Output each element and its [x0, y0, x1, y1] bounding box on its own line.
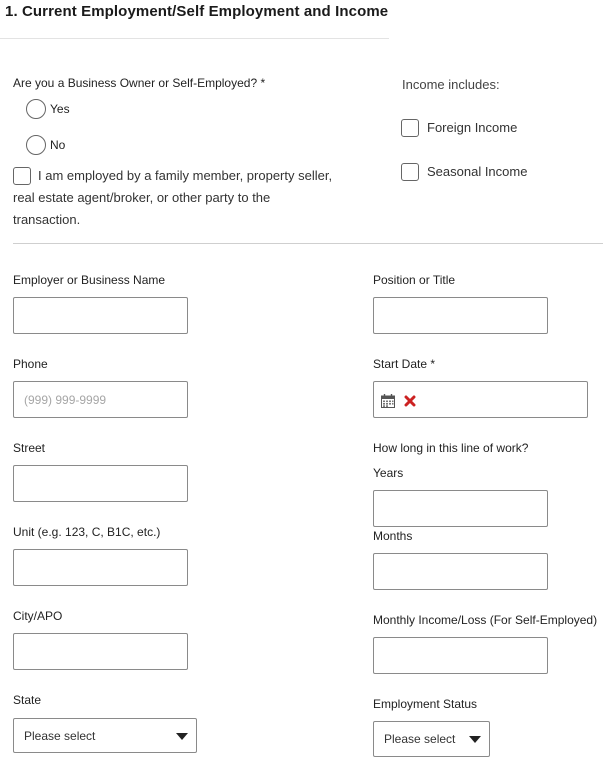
unit-label: Unit (e.g. 123, C, B1C, etc.): [13, 525, 161, 539]
start-date-label: Start Date *: [373, 357, 436, 371]
clear-x-icon[interactable]: [404, 395, 416, 407]
section-title: 1. Current Employment/Self Employment and Income: [5, 3, 389, 20]
employment-status-label: Employment Status: [373, 697, 478, 711]
employment-status-select[interactable]: [373, 721, 490, 757]
foreign-income-checkbox[interactable]: [401, 119, 419, 137]
income-includes-label: Income includes:: [402, 77, 500, 92]
monthly-income-label: Monthly Income/Loss (For Self-Employed): [373, 613, 598, 627]
phone-label: Phone: [13, 357, 48, 371]
street-input[interactable]: [13, 465, 188, 502]
start-date-input[interactable]: [373, 381, 588, 418]
state-label: State: [13, 693, 42, 707]
state-select-value: Please select: [24, 729, 96, 743]
position-title-input[interactable]: [373, 297, 548, 334]
seasonal-income-label: Seasonal Income: [427, 164, 528, 179]
street-label: Street: [13, 441, 46, 455]
line-of-work-label: How long in this line of work?: [373, 441, 529, 455]
months-label: Months: [373, 529, 413, 543]
unit-input[interactable]: [13, 549, 188, 586]
employment-status-select-value: Please select: [384, 732, 456, 746]
family-employment-label-line2: real estate agent/broker, or other party to the: [13, 190, 271, 205]
section-divider: [13, 243, 603, 244]
monthly-income-input[interactable]: [373, 637, 548, 674]
employer-name-input[interactable]: [13, 297, 188, 334]
years-input[interactable]: [373, 490, 548, 527]
radio-no-label: No: [50, 138, 66, 152]
seasonal-income-checkbox[interactable]: [401, 163, 419, 181]
state-select[interactable]: [13, 718, 197, 753]
radio-no[interactable]: [26, 135, 46, 155]
family-employment-label-line3: transaction.: [13, 212, 81, 227]
radio-yes-label: Yes: [50, 102, 70, 116]
chevron-down-icon: [176, 733, 188, 740]
calendar-icon[interactable]: [381, 394, 395, 408]
city-label: City/APO: [13, 609, 63, 623]
radio-yes[interactable]: [26, 99, 46, 119]
business-owner-question: Are you a Business Owner or Self-Employed? *: [13, 76, 266, 90]
family-employment-label-line1: I am employed by a family member, property seller,: [38, 168, 333, 183]
years-label: Years: [373, 466, 404, 480]
chevron-down-icon: [469, 736, 481, 743]
phone-input[interactable]: [13, 381, 188, 418]
foreign-income-label: Foreign Income: [427, 120, 518, 135]
position-title-label: Position or Title: [373, 273, 456, 287]
family-employment-checkbox[interactable]: [13, 167, 31, 185]
title-divider: [0, 38, 389, 39]
employer-name-label: Employer or Business Name: [13, 273, 166, 287]
city-input[interactable]: [13, 633, 188, 670]
months-input[interactable]: [373, 553, 548, 590]
